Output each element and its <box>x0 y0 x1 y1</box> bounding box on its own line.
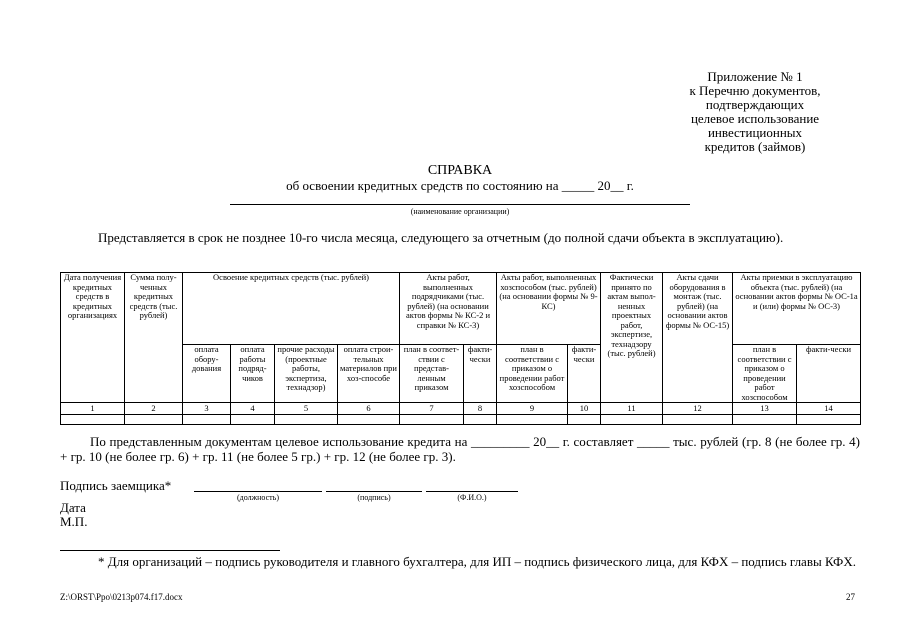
subheader-equipment: оплата обору-дования <box>183 345 231 403</box>
table-cell[interactable] <box>733 415 797 425</box>
signature-caption: (подпись) <box>357 493 391 502</box>
column-number: 12 <box>663 403 733 415</box>
appendix-line: инвестиционных <box>707 125 803 140</box>
appendix-line: целевое использование <box>690 111 820 126</box>
full-name-field[interactable] <box>426 491 518 502</box>
subheader-fact-contract: факти-чески <box>464 345 497 403</box>
appendix-line: подтверждающих <box>705 97 805 112</box>
subheader-plan-self: план в соответствии с приказом о проведении работ хозспособом <box>497 345 568 403</box>
position-caption: (должность) <box>237 493 279 502</box>
date-label: Дата <box>60 500 86 515</box>
table-row[interactable] <box>61 415 861 425</box>
table-cell[interactable] <box>797 415 861 425</box>
column-number: 3 <box>183 403 231 415</box>
column-number: 8 <box>464 403 497 415</box>
table-cell[interactable] <box>601 415 663 425</box>
file-path: Z:\ORST\Ppo\0213p074.f17.docx <box>60 592 183 602</box>
column-number: 5 <box>275 403 338 415</box>
column-number: 11 <box>601 403 663 415</box>
column-number: 7 <box>400 403 464 415</box>
subheader-plan-contract: план в соответ-ствии с представ-ленным приказом <box>400 345 464 403</box>
header-acts-contract: Акты работ, выполненных подрядчиками (тыс. рублей) (на основании актов формы № КС-2 и справки № КС-3) <box>400 273 497 345</box>
intro-paragraph: Представляется в срок не позднее 10-го числа месяца, следующего за отчетным (до полной сдачи объекта в эксплуатацию). <box>98 230 784 245</box>
column-number: 10 <box>568 403 601 415</box>
position-field[interactable] <box>194 491 322 502</box>
appendix-header <box>640 70 870 154</box>
footnote: * Для организаций – подпись руководителя и главного бухгалтера, для ИП – подпись физического лица, для КФХ – подпись главы КФХ. <box>98 554 856 569</box>
subheader-materials: оплата строи-тельных материалов при хоз-способе <box>338 345 400 403</box>
credit-usage-table <box>60 272 861 425</box>
page-number: 27 <box>846 592 855 602</box>
organization-caption: (наименование организации) <box>410 207 510 216</box>
appendix-line: к Перечню документов, <box>689 83 821 98</box>
table-cell[interactable] <box>338 415 400 425</box>
header-osvoenie: Освоение кредитных средств (тыс. рублей) <box>183 273 400 345</box>
subheader-other: прочие расходы (проектные работы, экспертиза, технадзор) <box>275 345 338 403</box>
appendix-line: кредитов (займов) <box>704 139 806 154</box>
table-cell[interactable] <box>183 415 231 425</box>
stamp-label: М.П. <box>60 514 88 529</box>
table-cell[interactable] <box>125 415 183 425</box>
table-cell[interactable] <box>275 415 338 425</box>
column-number-row <box>61 403 861 415</box>
header-accepted: Фактически принято по актам выпол-ненных проектных работ, экспертизе, технадзору (тыс. рублей) <box>601 273 663 403</box>
table-cell[interactable] <box>497 415 568 425</box>
organization-name-field[interactable] <box>230 204 690 216</box>
table-cell[interactable] <box>61 415 125 425</box>
column-number: 9 <box>497 403 568 415</box>
summary-paragraph: По представленным документам целевое использование кредита на _________ 20__ г. составляет _____ тыс. рублей (гр. 8 (не более гр. 4) + гр. 10 (не более гр. 6) + гр. 11 (не более 5 гр.) + гр. 12 (не более гр. 3). <box>60 434 860 464</box>
column-number: 1 <box>61 403 125 415</box>
subheader-plan-commission: план в соответствии с приказом о проведении работ хозспособом <box>733 345 797 403</box>
header-install: Акты сдачи оборудования в монтаж (тыс. рублей) (на основании актов формы № ОС-15) <box>663 273 733 403</box>
footnote-divider <box>60 550 280 551</box>
subheader-contract-work: оплата работы подряд-чиков <box>231 345 275 403</box>
column-number: 13 <box>733 403 797 415</box>
column-number: 2 <box>125 403 183 415</box>
table-cell[interactable] <box>231 415 275 425</box>
subheader-fact-self: факти-чески <box>568 345 601 403</box>
table-cell[interactable] <box>663 415 733 425</box>
column-number: 14 <box>797 403 861 415</box>
document-subtitle: об освоении кредитных средств по состоянию на _____ 20__ г. <box>286 178 634 193</box>
table-cell[interactable] <box>400 415 464 425</box>
column-number: 4 <box>231 403 275 415</box>
header-sum: Сумма полу-ченных кредитных средств (тыс. рублей) <box>125 273 183 403</box>
full-name-caption: (Ф.И.О.) <box>457 493 487 502</box>
table-cell[interactable] <box>464 415 497 425</box>
header-date: Дата получения кредитных средств в кредитных организациях <box>61 273 125 403</box>
signature-label: Подпись заемщика* <box>60 478 172 493</box>
column-number: 6 <box>338 403 400 415</box>
appendix-line: Приложение № 1 <box>707 69 803 84</box>
subheader-fact-commission: факти-чески <box>797 345 861 403</box>
header-acts-self: Акты работ, выполненных хозспособом (тыс. рублей) (на основании формы № 9-КС) <box>497 273 601 345</box>
header-commission: Акты приемки в эксплуатацию объекта (тыс. рублей) (на основании актов формы № ОС-1а и (или) формы № ОС-3) <box>733 273 861 345</box>
document-title: СПРАВКА <box>427 163 493 178</box>
signature-field[interactable] <box>326 491 422 502</box>
table-cell[interactable] <box>568 415 601 425</box>
